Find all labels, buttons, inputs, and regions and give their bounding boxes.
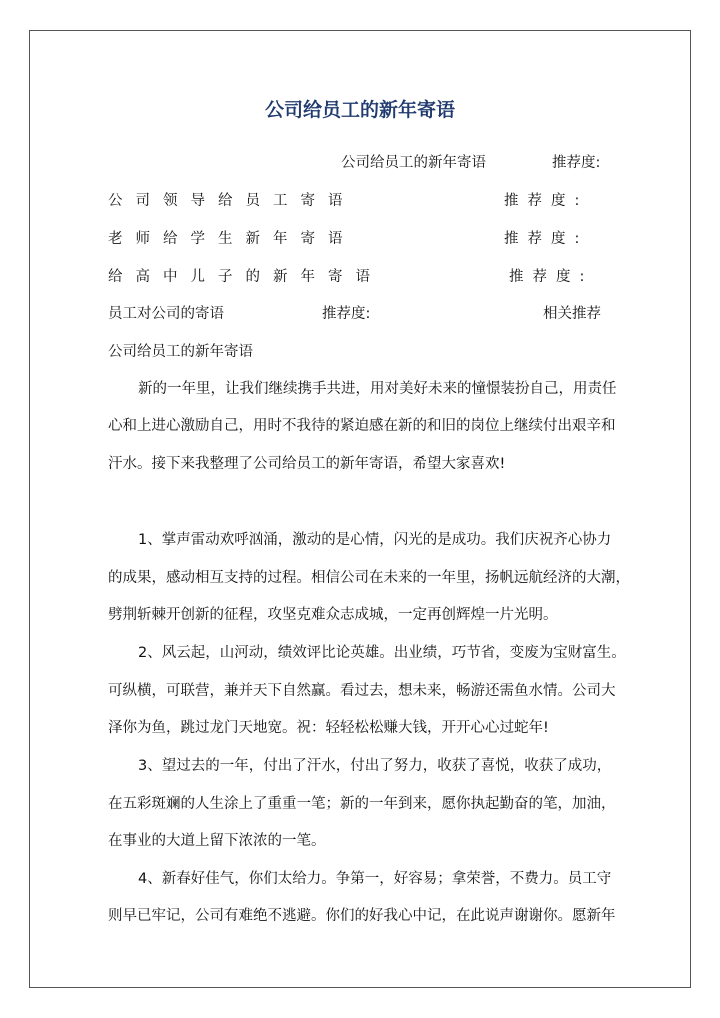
item-1-line: 1、掌声雷动欢呼汹涌，激动的是心情，闪光的是成功。我们庆祝齐心协力 [138, 532, 612, 548]
related-link-3[interactable]: 给高中儿子的新年寄语 [108, 269, 383, 285]
item-3-line: 在五彩斑斓的人生涂上了重重一笔；新的一年到来，愿你执起勤奋的笔，加油， [108, 796, 616, 812]
related-more-link[interactable]: 相关推荐 [543, 306, 601, 322]
section-heading: 公司给员工的新年寄语 [108, 344, 253, 360]
related-link-4[interactable]: 员工对公司的寄语 [108, 306, 224, 322]
item-3-line: 在事业的大道上留下浓浓的一笔。 [108, 833, 326, 849]
related-link-1[interactable]: 公司领导给员工寄语 [108, 193, 356, 209]
related-rec-4: 推荐度: [322, 306, 371, 322]
related-rec-2: 推荐度: [504, 231, 589, 247]
item-2-line: 泽你为鱼，跳过龙门天地宽。祝：轻轻松松赚大钱，开开心心过蛇年! [108, 720, 549, 736]
intro-line: 新的一年里，让我们继续携手共进，用对美好未来的憧憬装扮自己，用责任 [138, 381, 617, 397]
related-rec-3: 推荐度: [509, 269, 594, 285]
item-4-line: 则早已牢记，公司有难绝不逃避。你们的好我心中记，在此说声谢谢你。愿新年 [108, 908, 616, 924]
intro-line: 汗水。接下来我整理了公司给员工的新年寄语，希望大家喜欢! [108, 456, 506, 472]
document-title: 公司给员工的新年寄语 [264, 99, 455, 121]
related-link-2[interactable]: 老师给学生新年寄语 [108, 231, 356, 247]
item-4-line: 4、新春好佳气，你们太给力。争第一，好容易；拿荣誉，不费力。员工守 [138, 871, 612, 887]
item-2-line: 可纵横，可联营，兼并天下自然赢。看过去，想未来，畅游还需鱼水情。公司大 [108, 683, 616, 699]
item-1-line: 的成果，感动相互支持的过程。相信公司在未来的一年里，扬帆远航经济的大潮， [108, 570, 630, 586]
item-1-line: 劈荆斩棘开创新的征程，攻坚克难众志成城，一定再创辉煌一片光明。 [108, 607, 558, 623]
related-header-rec: 推荐度: [552, 155, 601, 171]
related-header-title[interactable]: 公司给员工的新年寄语 [341, 155, 486, 171]
related-rec-1: 推荐度: [504, 193, 589, 209]
intro-line: 心和上进心激励自己，用时不我待的紧迫感在新的和旧的岗位上继续付出艰辛和 [108, 418, 616, 434]
item-2-line: 2、风云起，山河动，绩效评比论英雄。出业绩，巧节省，变废为宝财富生。 [138, 645, 626, 661]
item-3-line: 3、望过去的一年，付出了汗水，付出了努力，收获了喜悦，收获了成功， [138, 758, 612, 774]
